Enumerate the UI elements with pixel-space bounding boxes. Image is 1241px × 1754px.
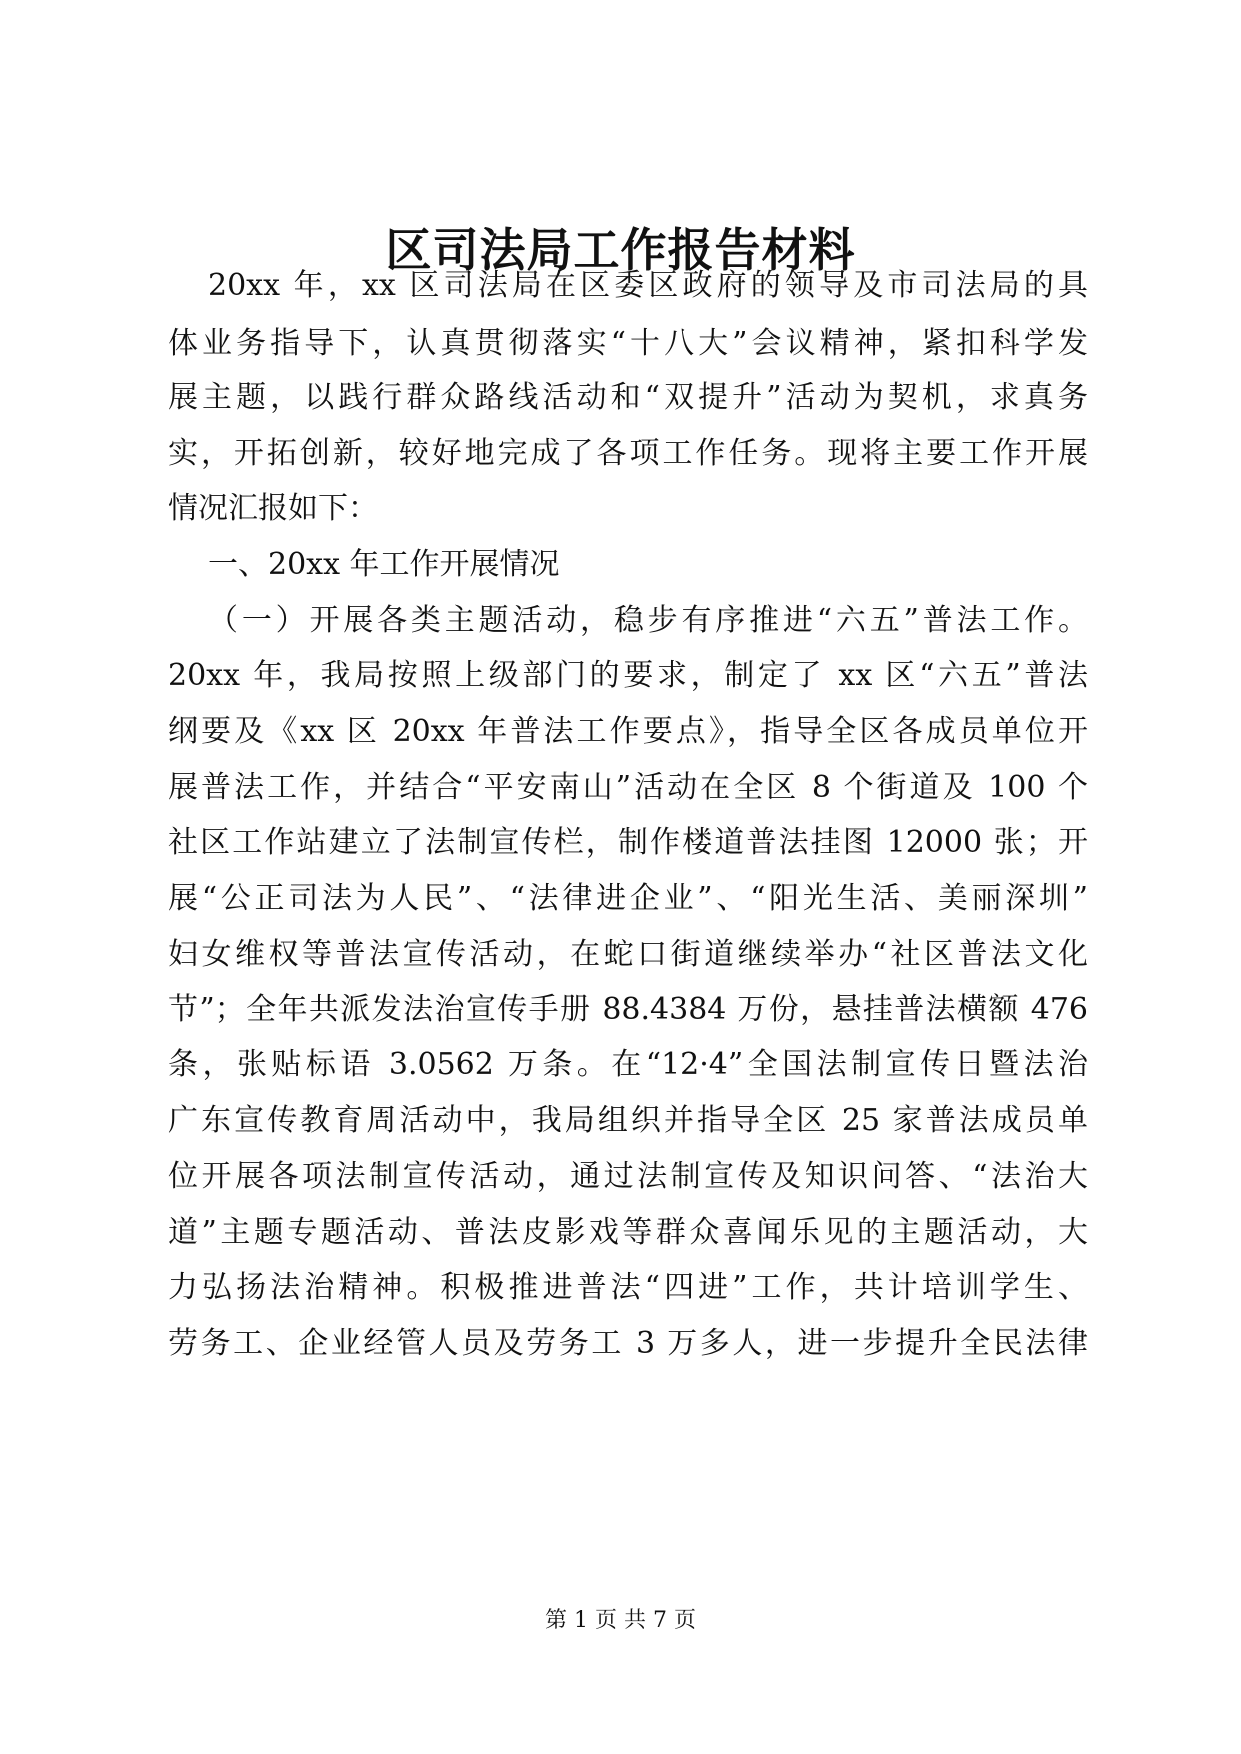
paragraph-line: 纲要及《xx 区 20xx 年普法工作要点》，指导全区各成员单位开 [168,714,1088,749]
paragraph-line: 20xx 年，我局按照上级部门的要求，制定了 xx 区“六五”普法 [168,658,1088,693]
paragraph-line: 20xx 年，xx 区司法局在区委区政府的领导及市司法局的具 [208,268,1088,303]
paragraph-line: 妇女维权等普法宣传活动，在蛇口街道继续举办“社区普法文化 [168,937,1088,972]
paragraph-line: 实，开拓创新，较好地完成了各项工作任务。现将主要工作开展 [168,436,1088,471]
paragraph-line: 道”主题专题活动、普法皮影戏等群众喜闻乐见的主题活动，大 [168,1215,1088,1250]
paragraph-line: 展普法工作，并结合“平安南山”活动在全区 8 个街道及 100 个 [168,770,1088,805]
document-title: 区司法局工作报告材料 [385,223,856,277]
section-heading: 一、20xx 年工作开展情况 [208,547,560,582]
paragraph-line: 力弘扬法治精神。积极推进普法“四进”工作，共计培训学生、 [168,1270,1088,1305]
paragraph-line: 情况汇报如下： [168,491,378,526]
paragraph-line: 劳务工、企业经管人员及劳务工 3 万多人，进一步提升全民法律 [168,1326,1088,1361]
page-number: 第 1 页 共 7 页 [545,1608,696,1633]
paragraph-line: 社区工作站建立了法制宣传栏，制作楼道普法挂图 12000 张；开 [168,825,1088,860]
paragraph-line: 位开展各项法制宣传活动，通过法制宣传及知识问答、“法治大 [168,1159,1088,1194]
paragraph-line: 节”；全年共派发法治宣传手册 88.4384 万份，悬挂普法横额 476 [168,992,1088,1027]
paragraph-line: 展“公正司法为人民”、“法律进企业”、“阳光生活、美丽深圳” [168,881,1088,916]
paragraph-line: 展主题，以践行群众路线活动和“双提升”活动为契机，求真务 [168,380,1088,415]
paragraph-line: 体业务指导下，认真贯彻落实“十八大”会议精神，紧扣科学发 [168,326,1088,361]
paragraph-line: 条，张贴标语 3.0562 万条。在“12·4”全国法制宣传日暨法治 [168,1047,1088,1082]
paragraph-line: 广东宣传教育周活动中，我局组织并指导全区 25 家普法成员单 [168,1103,1088,1138]
subsection-heading: （一）开展各类主题活动，稳步有序推进“六五”普法工作。 [208,603,1088,638]
